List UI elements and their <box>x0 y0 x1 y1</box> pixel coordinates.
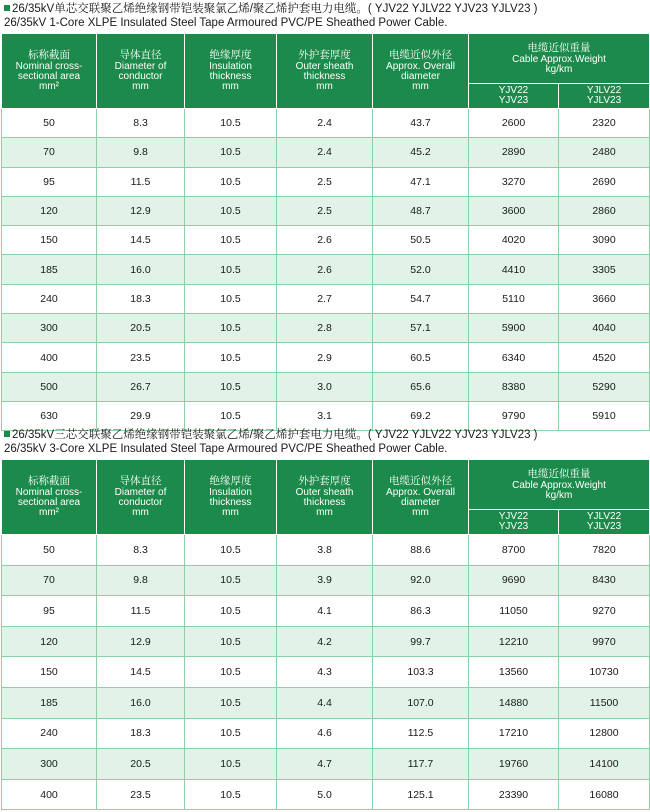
header-label-cn: 外护套厚度 <box>298 475 351 487</box>
table-cell: 16080 <box>559 779 650 810</box>
table-cell: 5.0 <box>277 779 373 810</box>
table-row <box>2 138 650 167</box>
header-label-cn: 绝缘厚度 <box>209 475 252 487</box>
table-cell: 5110 <box>469 284 559 313</box>
table-cell: 50 <box>2 535 97 566</box>
table-body <box>2 535 650 810</box>
weight-subheader: YJLV22 YJLV23 <box>559 510 650 535</box>
table-cell: 8430 <box>559 565 650 596</box>
table-cell: 2890 <box>469 138 559 167</box>
table-cell: 2.5 <box>277 167 373 196</box>
table-cell: 120 <box>2 196 97 225</box>
header-label-en: Cable Approx.Weight <box>512 53 606 65</box>
table-cell: 150 <box>2 226 97 255</box>
table-cell: 17210 <box>469 718 559 749</box>
table-cell: 117.7 <box>373 749 469 780</box>
table-cell: 60.5 <box>373 343 469 372</box>
table-cell: 125.1 <box>373 779 469 810</box>
table-cell: 5900 <box>469 314 559 343</box>
three-core-title-en: 26/35kV 3-Core XLPE Insulated Steel Tape Armoured PVC/PE Sheathed Power Cable. <box>4 443 448 455</box>
table-cell: 14880 <box>469 687 559 718</box>
header-unit: mm <box>412 81 429 92</box>
table-cell: 2.4 <box>277 109 373 138</box>
header-label-en: Diameter of conductor <box>114 61 167 82</box>
table-cell: 43.7 <box>373 109 469 138</box>
table-cell: 2.5 <box>277 196 373 225</box>
table-cell: 150 <box>2 657 97 688</box>
header-unit: mm <box>222 81 239 92</box>
weight-column-header <box>469 34 650 84</box>
table-cell: 65.6 <box>373 372 469 401</box>
table-cell: 2600 <box>469 109 559 138</box>
table-cell: 23.5 <box>97 343 185 372</box>
table-row <box>2 284 650 313</box>
header-unit: mm <box>132 507 149 518</box>
table-cell: 4040 <box>559 314 650 343</box>
table-row <box>2 535 650 566</box>
header-label-cn: 外护套厚度 <box>298 49 351 61</box>
table-cell: 10.5 <box>185 109 277 138</box>
table-cell: 2.8 <box>277 314 373 343</box>
column-header <box>277 34 373 109</box>
table-cell: 4.7 <box>277 749 373 780</box>
header-label-cn: 绝缘厚度 <box>209 49 252 61</box>
table-cell: 10.5 <box>185 138 277 167</box>
table-cell: 112.5 <box>373 718 469 749</box>
table-cell: 3.0 <box>277 372 373 401</box>
weight-subheader: YJLV22 YJLV23 <box>559 84 650 109</box>
table-cell: 14100 <box>559 749 650 780</box>
table-cell: 9270 <box>559 596 650 627</box>
header-unit: mm <box>316 81 333 92</box>
column-header <box>2 460 97 535</box>
table-cell: 8.3 <box>97 109 185 138</box>
table-cell: 10.5 <box>185 596 277 627</box>
table-cell: 95 <box>2 167 97 196</box>
header-label-cn: 导体直径 <box>119 475 162 487</box>
header-label-cn: 导体直径 <box>119 49 162 61</box>
table-cell: 4.4 <box>277 687 373 718</box>
table-cell: 47.1 <box>373 167 469 196</box>
table-cell: 12.9 <box>97 196 185 225</box>
table-cell: 4.6 <box>277 718 373 749</box>
table-row <box>2 565 650 596</box>
table-cell: 3660 <box>559 284 650 313</box>
table-cell: 8.3 <box>97 535 185 566</box>
table-cell: 3305 <box>559 255 650 284</box>
table-cell: 300 <box>2 749 97 780</box>
table-cell: 16.0 <box>97 255 185 284</box>
table-cell: 52.0 <box>373 255 469 284</box>
header-unit: kg/km <box>545 63 573 75</box>
header-label-en: Nominal cross-sectional area <box>15 487 83 508</box>
table-cell: 500 <box>2 372 97 401</box>
three-core-title-cn: 26/35kV三芯交联聚乙烯绝缘钢带铠装聚氯乙烯/聚乙烯护套电力电缆。( YJV22 YJLV22 YJV23 YJLV23 ) <box>0 428 650 442</box>
header-label-en: Insulation thickness <box>209 487 252 508</box>
weight-subheader: YJV22 YJV23 <box>469 84 559 109</box>
table-cell: 7820 <box>559 535 650 566</box>
table-cell: 2480 <box>559 138 650 167</box>
table-cell: 16.0 <box>97 687 185 718</box>
table-cell: 88.6 <box>373 535 469 566</box>
table-row <box>2 749 650 780</box>
table-cell: 9690 <box>469 565 559 596</box>
header-unit: mm <box>412 507 429 518</box>
header-label-en: Approx. Overall diameter <box>386 61 455 82</box>
table-cell: 10.5 <box>185 535 277 566</box>
table-cell: 8380 <box>469 372 559 401</box>
table-cell: 13560 <box>469 657 559 688</box>
table-cell: 107.0 <box>373 687 469 718</box>
table-row <box>2 372 650 401</box>
table-cell: 12.9 <box>97 626 185 657</box>
table-row <box>2 343 650 372</box>
table-cell: 14.5 <box>97 226 185 255</box>
table-cell: 11.5 <box>97 167 185 196</box>
table-cell: 10.5 <box>185 226 277 255</box>
table-cell: 20.5 <box>97 314 185 343</box>
table-cell: 10.5 <box>185 314 277 343</box>
table-cell: 12800 <box>559 718 650 749</box>
table-row <box>2 596 650 627</box>
column-header <box>277 460 373 535</box>
header-label-cn: 电缆近似外径 <box>389 475 452 487</box>
column-header <box>373 460 469 535</box>
table-cell: 11500 <box>559 687 650 718</box>
header-label-cn: 电缆近似重量 <box>527 467 591 480</box>
table-cell: 2.6 <box>277 226 373 255</box>
table-row <box>2 779 650 810</box>
bullet-square <box>4 5 10 11</box>
table-cell: 20.5 <box>97 749 185 780</box>
table-row <box>2 718 650 749</box>
table-cell: 630 <box>2 401 97 430</box>
table-cell: 10.5 <box>185 255 277 284</box>
table-cell: 50.5 <box>373 226 469 255</box>
header-unit: mm <box>222 507 239 518</box>
table-cell: 3.8 <box>277 535 373 566</box>
table-cell: 70 <box>2 138 97 167</box>
header-unit: mm² <box>39 81 59 92</box>
table-cell: 23390 <box>469 779 559 810</box>
header-label-en: Approx. Overall diameter <box>386 487 455 508</box>
three-core-section <box>0 428 650 810</box>
column-header <box>2 34 97 109</box>
header-unit: kg/km <box>545 489 573 501</box>
table-cell: 4.3 <box>277 657 373 688</box>
table-cell: 10.5 <box>185 401 277 430</box>
table-row <box>2 196 650 225</box>
table-cell: 11.5 <box>97 596 185 627</box>
header-row <box>2 460 650 510</box>
table-cell: 4520 <box>559 343 650 372</box>
table-cell: 9.8 <box>97 138 185 167</box>
table-cell: 2860 <box>559 196 650 225</box>
weight-column-header <box>469 460 650 510</box>
table-cell: 2.7 <box>277 284 373 313</box>
table-cell: 10.5 <box>185 284 277 313</box>
column-header <box>185 34 277 109</box>
header-label-en: Cable Approx.Weight <box>512 479 606 491</box>
table-cell: 54.7 <box>373 284 469 313</box>
table-cell: 18.3 <box>97 284 185 313</box>
table-cell: 10.5 <box>185 565 277 596</box>
table-cell: 3270 <box>469 167 559 196</box>
table-cell: 3.1 <box>277 401 373 430</box>
table-cell: 4.1 <box>277 596 373 627</box>
single-core-section <box>0 2 650 431</box>
table-row <box>2 687 650 718</box>
table-row <box>2 255 650 284</box>
table-cell: 9.8 <box>97 565 185 596</box>
table-cell: 3090 <box>559 226 650 255</box>
table-cell: 2690 <box>559 167 650 196</box>
table-row <box>2 314 650 343</box>
table-cell: 11050 <box>469 596 559 627</box>
header-unit: mm <box>316 507 333 518</box>
table-header <box>2 460 650 535</box>
table-cell: 57.1 <box>373 314 469 343</box>
table-row <box>2 401 650 430</box>
table-cell: 92.0 <box>373 565 469 596</box>
table-cell: 23.5 <box>97 779 185 810</box>
weight-subheader: YJV22 YJV23 <box>469 510 559 535</box>
table-cell: 6340 <box>469 343 559 372</box>
table-row <box>2 226 650 255</box>
column-header <box>373 34 469 109</box>
table-cell: 29.9 <box>97 401 185 430</box>
single-core-title-cn: 26/35kV单芯交联聚乙烯绝缘钢带铠装聚氯乙烯/聚乙烯护套电力电缆。( YJV22 YJLV22 YJV23 YJLV23 ) <box>0 2 650 16</box>
table-cell: 2.9 <box>277 343 373 372</box>
header-label-en: Insulation thickness <box>209 61 252 82</box>
table-cell: 10.5 <box>185 626 277 657</box>
table-cell: 10.5 <box>185 718 277 749</box>
table-body <box>2 109 650 431</box>
table-cell: 19760 <box>469 749 559 780</box>
table-cell: 240 <box>2 718 97 749</box>
table-cell: 26.7 <box>97 372 185 401</box>
table-cell: 120 <box>2 626 97 657</box>
column-header <box>185 460 277 535</box>
three-core-spec-table <box>1 459 650 810</box>
bullet-square <box>4 431 10 437</box>
table-cell: 10.5 <box>185 779 277 810</box>
table-cell: 86.3 <box>373 596 469 627</box>
header-label-cn: 电缆近似重量 <box>527 41 591 54</box>
table-cell: 48.7 <box>373 196 469 225</box>
table-cell: 2320 <box>559 109 650 138</box>
table-cell: 10730 <box>559 657 650 688</box>
table-cell: 45.2 <box>373 138 469 167</box>
table-row <box>2 109 650 138</box>
table-cell: 10.5 <box>185 657 277 688</box>
header-label-cn: 标称截面 <box>28 475 70 487</box>
table-cell: 50 <box>2 109 97 138</box>
table-cell: 5290 <box>559 372 650 401</box>
table-cell: 10.5 <box>185 196 277 225</box>
table-cell: 8700 <box>469 535 559 566</box>
table-cell: 4020 <box>469 226 559 255</box>
table-cell: 3600 <box>469 196 559 225</box>
table-cell: 10.5 <box>185 749 277 780</box>
table-cell: 18.3 <box>97 718 185 749</box>
table-cell: 240 <box>2 284 97 313</box>
table-cell: 70 <box>2 565 97 596</box>
table-cell: 400 <box>2 343 97 372</box>
header-label-cn: 电缆近似外径 <box>389 49 452 61</box>
header-unit: mm² <box>39 507 59 518</box>
table-cell: 95 <box>2 596 97 627</box>
column-header <box>97 34 185 109</box>
header-label-cn: 标称截面 <box>28 49 70 61</box>
table-cell: 9790 <box>469 401 559 430</box>
header-label-en: Outer sheath thickness <box>295 487 354 508</box>
header-unit: mm <box>132 81 149 92</box>
header-label-en: Diameter of conductor <box>114 487 167 508</box>
column-header <box>97 460 185 535</box>
table-row <box>2 626 650 657</box>
table-cell: 5910 <box>559 401 650 430</box>
table-cell: 300 <box>2 314 97 343</box>
table-cell: 3.9 <box>277 565 373 596</box>
table-cell: 400 <box>2 779 97 810</box>
table-cell: 2.4 <box>277 138 373 167</box>
table-cell: 2.6 <box>277 255 373 284</box>
table-cell: 103.3 <box>373 657 469 688</box>
table-cell: 99.7 <box>373 626 469 657</box>
table-cell: 10.5 <box>185 167 277 196</box>
header-label-en: Outer sheath thickness <box>295 61 354 82</box>
table-header <box>2 34 650 109</box>
table-cell: 10.5 <box>185 372 277 401</box>
table-cell: 69.2 <box>373 401 469 430</box>
table-cell: 4.2 <box>277 626 373 657</box>
table-cell: 12210 <box>469 626 559 657</box>
table-cell: 10.5 <box>185 343 277 372</box>
header-row <box>2 34 650 84</box>
table-row <box>2 657 650 688</box>
single-core-spec-table <box>1 33 650 431</box>
table-cell: 185 <box>2 687 97 718</box>
single-core-title-en: 26/35kV 1-Core XLPE Insulated Steel Tape Armoured PVC/PE Sheathed Power Cable. <box>4 17 448 29</box>
table-cell: 185 <box>2 255 97 284</box>
table-cell: 4410 <box>469 255 559 284</box>
header-label-en: Nominal cross-sectional area <box>15 61 83 82</box>
table-cell: 10.5 <box>185 687 277 718</box>
table-cell: 14.5 <box>97 657 185 688</box>
table-row <box>2 167 650 196</box>
table-cell: 9970 <box>559 626 650 657</box>
